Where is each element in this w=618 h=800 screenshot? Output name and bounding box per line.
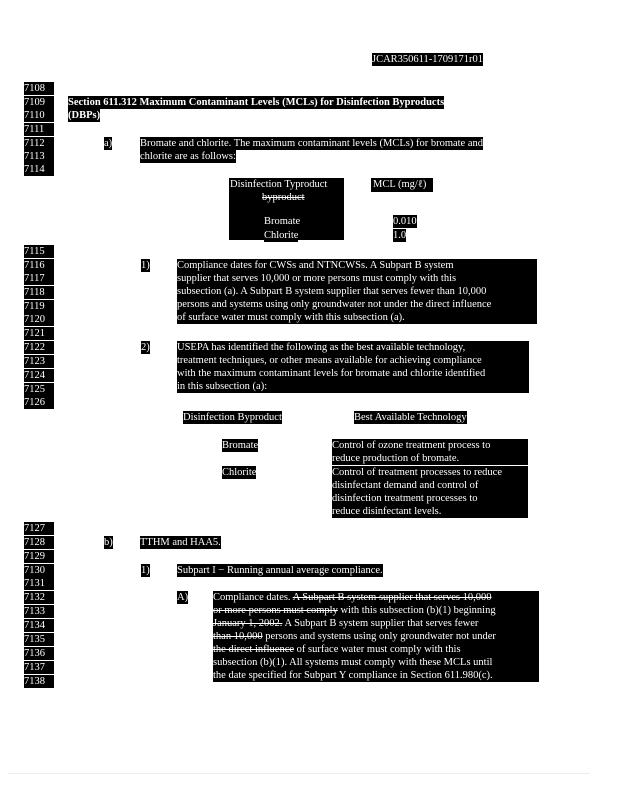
line-number: 7110 bbox=[24, 109, 54, 122]
plain-text: of surface water must comply with this bbox=[294, 644, 461, 655]
line-number: 7133 bbox=[24, 605, 54, 618]
paragraph-line: subsection (b)(1). All systems must comply with these MCLs until bbox=[213, 657, 493, 668]
line-number: 7118 bbox=[24, 286, 54, 299]
paragraph-b1-title: Subpart I − Running annual average compliance. bbox=[177, 565, 383, 576]
paragraph-line: treatment techniques, or other means available for achieving compliance bbox=[177, 355, 482, 366]
bat-table-row-technology bbox=[332, 466, 528, 518]
line-number: 7123 bbox=[24, 355, 54, 368]
section-title-continued: (DBPs) bbox=[68, 110, 101, 121]
paragraph-line: subsection (a). A Subpart B system supplier that serves fewer than 10,000 bbox=[177, 286, 487, 297]
line-number: 7122 bbox=[24, 341, 54, 354]
mcl-table-row-name: Chlorite bbox=[264, 230, 299, 241]
line-number: 7119 bbox=[24, 300, 54, 313]
subsection-a-text: chlorite are as follows: bbox=[140, 151, 236, 162]
line-number: 7134 bbox=[24, 619, 54, 632]
line-number: 7128 bbox=[24, 536, 54, 549]
line-number: 7135 bbox=[24, 633, 54, 646]
paragraph-bA-label: A) bbox=[177, 592, 189, 603]
line-number: 7132 bbox=[24, 591, 54, 604]
line-number: 7121 bbox=[24, 327, 54, 340]
paragraph-a2 bbox=[177, 341, 529, 393]
plain-text: A Subpart B system supplier that serves fewer bbox=[282, 618, 479, 629]
line-number: 7137 bbox=[24, 661, 54, 674]
line-number: 7116 bbox=[24, 259, 54, 272]
paragraph-line: persons and systems using only groundwater not under the direct influence bbox=[177, 299, 492, 310]
paragraph-b1-label: 1) bbox=[141, 565, 150, 576]
paragraph-line: the date specified for Subpart Y compliance in Section 611.980(c). bbox=[213, 670, 493, 681]
paragraph-line: Compliance dates for CWSs and NTNCWSs. A Subpart B system bbox=[177, 260, 454, 271]
line-number: 7117 bbox=[24, 272, 54, 285]
struck-text: or more persons must comply bbox=[213, 605, 338, 616]
line-number: 7126 bbox=[24, 396, 54, 409]
struck-text: January 1, 2002. bbox=[213, 618, 283, 629]
paragraph-line bbox=[213, 591, 539, 604]
line-number: 7115 bbox=[24, 245, 54, 258]
paragraph-line bbox=[213, 643, 539, 656]
paragraph-line bbox=[213, 617, 539, 630]
subsection-a-label: a) bbox=[104, 138, 113, 149]
bat-table-row-technology bbox=[332, 439, 528, 465]
bat-table-row-name: Chlorite bbox=[222, 467, 257, 478]
line-number: 7138 bbox=[24, 675, 54, 688]
line-number: 7130 bbox=[24, 564, 54, 577]
line-number: 7125 bbox=[24, 383, 54, 396]
struck-text: A Subpart B system supplier that serves 10,000 bbox=[292, 592, 492, 603]
mcl-table-row-value: 1.0 bbox=[393, 230, 407, 241]
paragraph-a2-label: 2) bbox=[141, 342, 150, 353]
section-title: Section 611.312 Maximum Contaminant Levels (MCLs) for Disinfection Byproducts bbox=[68, 97, 445, 108]
line-number: 7127 bbox=[24, 522, 54, 535]
bat-table-header-technology: Best Available Technology bbox=[354, 412, 467, 423]
mcl-table-row-name: Bromate bbox=[264, 216, 301, 227]
paragraph-line: of surface water must comply with this subsection (a). bbox=[177, 312, 405, 323]
plain-text: persons and systems using only groundwater not under bbox=[262, 631, 496, 642]
mcl-table-row-value: 0.010 bbox=[393, 216, 417, 227]
plain-text: Compliance dates. bbox=[213, 592, 293, 603]
paragraph-bA bbox=[213, 591, 539, 682]
line-number: 7124 bbox=[24, 369, 54, 382]
bat-table-row-name: Bromate bbox=[222, 440, 259, 451]
line-number: 7113 bbox=[24, 150, 54, 163]
footer-divider bbox=[8, 773, 590, 774]
bat-line: disinfection treatment processes to bbox=[332, 493, 478, 504]
subsection-b-title: TTHM and HAA5. bbox=[140, 537, 221, 548]
bat-line: Control of treatment processes to reduce bbox=[332, 467, 502, 478]
paragraph-line bbox=[213, 630, 539, 643]
bat-table-header-byproduct: Disinfection Byproduct bbox=[183, 412, 282, 423]
paragraph-line bbox=[213, 604, 539, 617]
struck-text: than 10,000 bbox=[213, 631, 263, 642]
line-number: 7112 bbox=[24, 137, 54, 150]
line-number: 7129 bbox=[24, 550, 54, 563]
line-number: 7131 bbox=[24, 577, 54, 590]
line-number: 7120 bbox=[24, 313, 54, 326]
struck-text: the direct influence bbox=[213, 644, 295, 655]
paragraph-line: USEPA has identified the following as the best available technology, bbox=[177, 342, 466, 353]
plain-text: with this subsection (b)(1) beginning bbox=[337, 605, 496, 616]
paragraph-line: supplier that serves 10,000 or more persons must comply with this bbox=[177, 273, 457, 284]
subsection-b-label: b) bbox=[104, 537, 113, 548]
subsection-a-text: Bromate and chlorite. The maximum contaminant levels (MCLs) for bromate and bbox=[140, 138, 484, 149]
mcl-table-header-struck: byproduct bbox=[262, 192, 305, 203]
mcl-table-header-byproduct: Disinfection Typroduct bbox=[230, 179, 328, 190]
bat-line: reduce disinfectant levels. bbox=[332, 506, 442, 517]
paragraph-line: with the maximum contaminant levels for bromate and chlorite identified bbox=[177, 368, 486, 379]
line-number: 7114 bbox=[24, 163, 54, 176]
paragraph-a1-label: 1) bbox=[141, 260, 150, 271]
paragraph-line: in this subsection (a): bbox=[177, 381, 268, 392]
bat-line: disinfectant demand and control of bbox=[332, 480, 479, 491]
paragraph-a1 bbox=[177, 259, 537, 324]
header-code: JCAR350611-1709171r01 bbox=[372, 54, 484, 65]
bat-line: reduce production of bromate. bbox=[332, 453, 460, 464]
mcl-table-header-mcl: MCL (mg/ℓ) bbox=[373, 179, 427, 190]
line-number: 7111 bbox=[24, 123, 54, 136]
line-number: 7109 bbox=[24, 96, 54, 109]
line-number: 7136 bbox=[24, 647, 54, 660]
line-number: 7108 bbox=[24, 82, 54, 95]
bat-line: Control of ozone treatment process to bbox=[332, 440, 491, 451]
